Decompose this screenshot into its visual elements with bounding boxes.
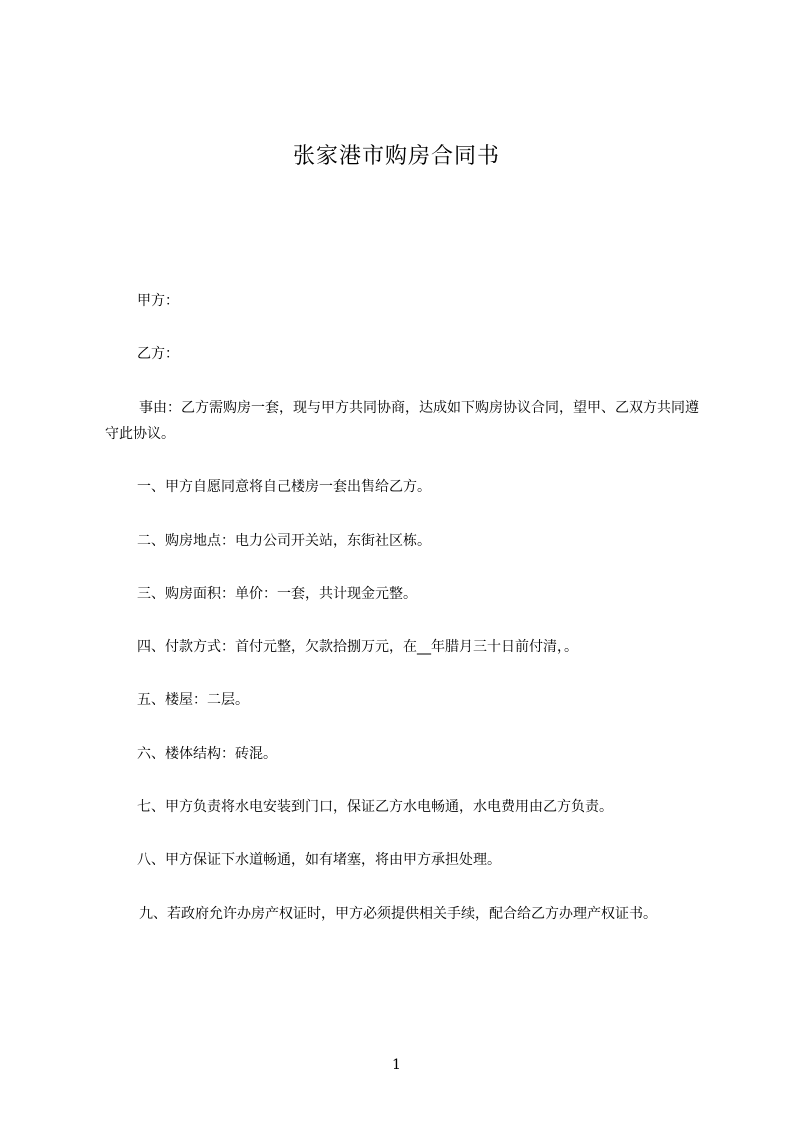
clause-3: 三、购房面积：单价：一套，共计现金元整。 <box>137 586 417 602</box>
clause-7: 七、甲方负责将水电安装到门口，保证乙方水电畅通，水电费用由乙方负责。 <box>137 799 613 815</box>
clause-4: 四、付款方式：首付元整，欠款拾捌万元，在__年腊月三十日前付清，。 <box>137 639 578 655</box>
document-title: 张家港市购房合同书 <box>292 144 500 169</box>
clause-5: 五、楼屋：二层。 <box>137 692 249 708</box>
clause-8: 八、甲方保证下水道畅通，如有堵塞，将由甲方承担处理。 <box>137 852 501 868</box>
clause-1: 一、甲方自愿同意将自己楼房一套出售给乙方。 <box>137 479 431 495</box>
party-a-line: 甲方： <box>137 293 179 309</box>
clause-2: 二、购房地点：电力公司开关站，东街社区栋。 <box>137 533 431 549</box>
clause-9: 九、若政府允许办房产权证时，甲方必须提供相关手续，配合给乙方办理产权证书。 <box>139 906 657 922</box>
page-number: 1 <box>392 1057 401 1073</box>
reason-paragraph: 事由：乙方需购房一套，现与甲方共同协商，达成如下购房协议合同，望甲、乙双方共同遵守此协议。 <box>105 400 699 442</box>
clause-6: 六、楼体结构：砖混。 <box>137 746 277 762</box>
party-b-line: 乙方： <box>137 346 179 362</box>
